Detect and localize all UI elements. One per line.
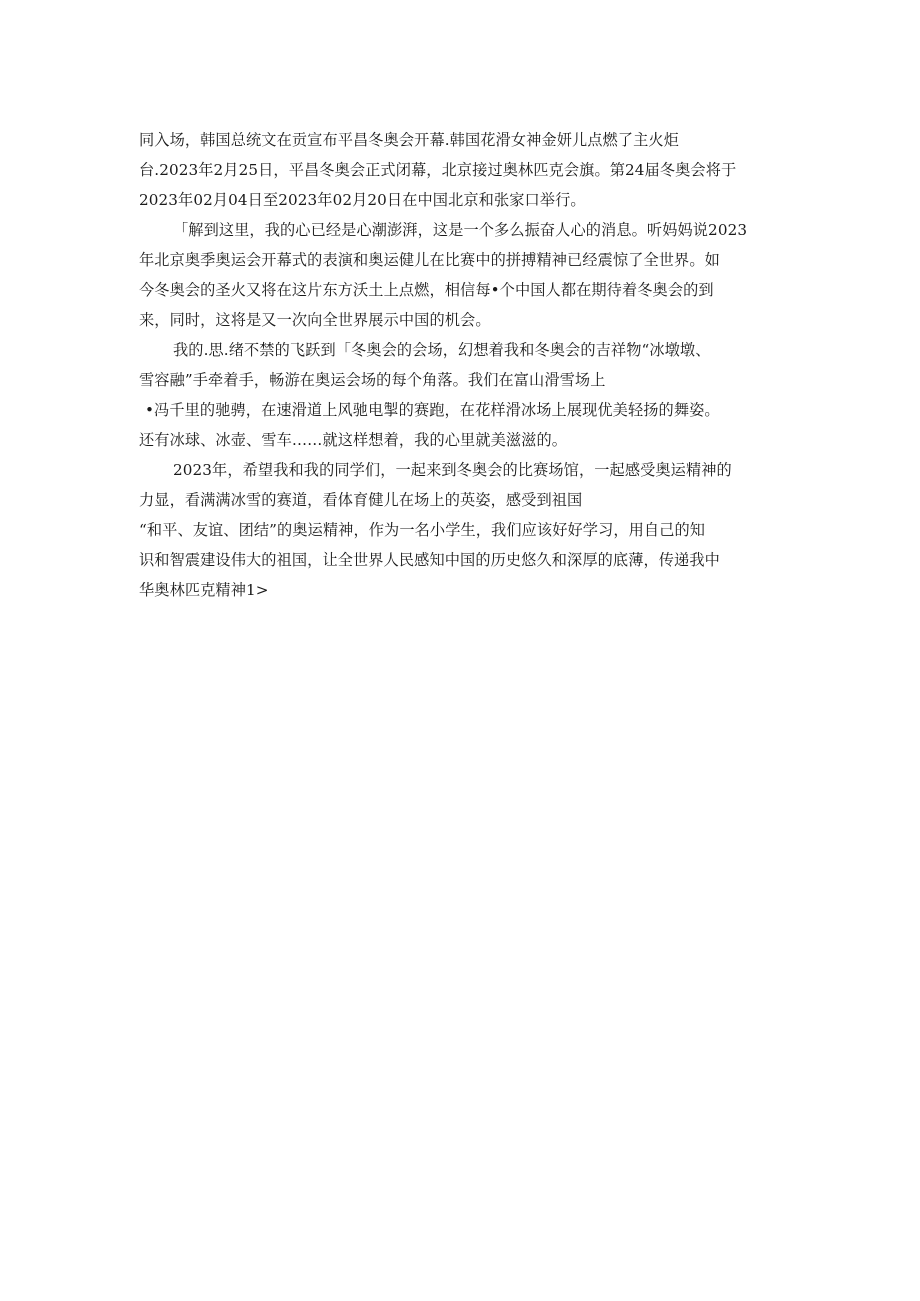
paragraph-start-line: 我的.思.绪不禁的飞跃到「冬奥会的会场，幻想着我和冬奥会的吉祥物“冰墩墩、 xyxy=(173,341,711,359)
paragraph-start-line: 2023年，希望我和我的同学们，一起来到冬奥会的比赛场馆，一起感受奥运精神的 xyxy=(173,461,732,479)
text-line: 年北京奥季奥运会开幕式的表演和奥运健儿在比赛中的拼搏精神已经震惊了全世界。如 xyxy=(139,251,720,269)
essay-body xyxy=(139,125,799,605)
text-line: 今冬奥会的圣火又将在这片东方沃土上点燃，相信每•个中国人都在期待着冬奥会的到 xyxy=(139,281,714,299)
text-line: •冯千里的驰骋，在速滑道上风驰电掣的赛跑，在花样滑冰场上展现优美轻扬的舞姿。 xyxy=(145,401,720,419)
text-line: 台.2023年2月25日，平昌冬奥会正式闭幕，北京接过奥林匹克会旗。第24届冬奥会将于 xyxy=(139,161,737,179)
text-line: 来，同时，这将是又一次向全世界展示中国的机会。 xyxy=(139,311,491,329)
text-line: 2023年02月04日至2023年02月20日在中国北京和张家口举行。 xyxy=(139,191,586,209)
text-line: 雪容融”手牵着手，畅游在奥运会场的每个角落。我们在富山滑雪场上 xyxy=(139,371,606,389)
text-line: 识和智震建设伟大的祖国，让全世界人民感知中国的历史悠久和深厚的底薄，传递我中 xyxy=(139,551,720,569)
text-line: 同入场，韩国总统文在贡宣布平昌冬奥会开幕.韩国花滑女神金妍儿点燃了主火炬 xyxy=(139,131,679,149)
text-line: 还有冰球、冰壶、雪车……就这样想着，我的心里就美滋滋的。 xyxy=(139,431,568,449)
text-line: 华奥林匹克精神1> xyxy=(139,581,269,599)
text-line: “和平、友谊、团结”的奥运精神，作为一名小学生，我们应该好好学习，用自己的知 xyxy=(139,521,706,539)
text-line: 力显，看满满冰雪的赛道，看体育健儿在场上的英姿，感受到祖国 xyxy=(139,491,583,509)
paragraph-start-line: 「解到这里，我的心已经是心潮澎湃，这是一个多么振奋人心的消息。听妈妈说2023 xyxy=(173,221,748,239)
